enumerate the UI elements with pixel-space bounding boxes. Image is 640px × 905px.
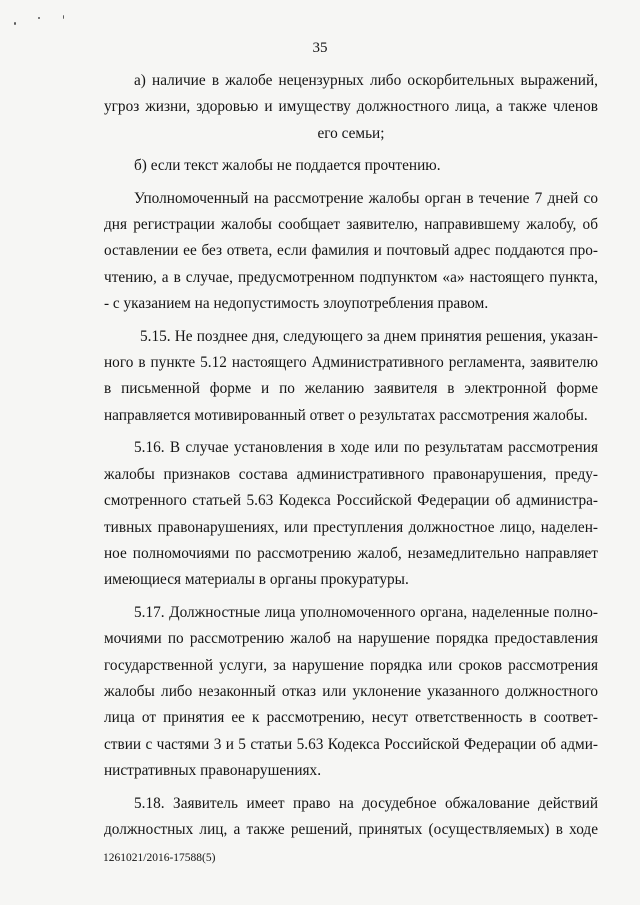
text-line: жалобы признаков состава административного правонарушения, преду-: [104, 465, 598, 483]
paragraph: [104, 186, 598, 318]
paragraph: [104, 600, 598, 785]
text-line: смотренного статьей 5.63 Кодекса Российской Федерации об администра-: [104, 492, 598, 510]
text-line: ствии с частями 3 и 5 статьи 5.63 Кодекса Российской Федерации об адми-: [104, 735, 598, 753]
scan-speck: [63, 15, 64, 19]
text-line: тивных правонарушениях, или преступления должностное лицо, наделен-: [104, 518, 598, 536]
paragraph: [104, 324, 598, 430]
scan-speck: [38, 17, 40, 19]
text-line: его семьи;: [317, 124, 385, 142]
text-line: дня регистрации жалобы сообщает заявителю, направившему жалобу, об: [104, 216, 598, 234]
text-line: б) если текст жалобы не поддается прочтению.: [134, 157, 441, 175]
document-code: 1261021/2016-17588(5): [103, 852, 216, 864]
text-line: лица от принятия ее к рассмотрению, несут ответственность в соответ-: [104, 709, 598, 727]
text-line: ного в пункте 5.12 настоящего Административного регламента, заявителю: [104, 354, 598, 372]
text-line: направляется мотивированный ответ о результатах рассмотрения жалобы.: [104, 406, 588, 424]
text-line: а) наличие в жалобе нецензурных либо оскорбительных выражений,: [134, 72, 598, 89]
paragraph: [104, 68, 598, 147]
text-line: Уполномоченный на рассмотрение жалобы орган в течение 7 дней со: [134, 189, 598, 207]
paragraph: [104, 791, 598, 844]
document-body: [104, 68, 598, 843]
text-line: 5.17. Должностные лица уполномоченного органа, наделенные полно-: [134, 603, 598, 621]
text-line: ное полномочиями по рассмотрению жалоб, незамедлительно направляет: [104, 544, 598, 562]
paragraph: [104, 153, 598, 179]
text-line: 5.16. В случае установления в ходе или по результатам рассмотрения: [134, 439, 598, 457]
scan-speck: [14, 22, 16, 25]
text-line: 5.15. Не позднее дня, следующего за днем принятия решения, указан-: [140, 327, 598, 345]
text-line: мочиями по рассмотрению жалоб на нарушение порядка предоставления: [104, 630, 598, 648]
text-line: имеющиеся материалы в органы прокуратуры.: [104, 571, 409, 589]
page-number: 35: [312, 40, 328, 56]
text-line: угроз жизни, здоровью и имуществу должностного лица, а также членов: [104, 98, 598, 116]
text-line: нистративных правонарушениях.: [104, 762, 322, 780]
paragraph: [104, 435, 598, 593]
text-line: государственной услуги, за нарушение порядка или сроков рассмотрения: [104, 656, 598, 674]
text-line: в письменной форме и по желанию заявителя в электронной форме: [104, 380, 598, 398]
text-line: должностных лиц, а также решений, принятых (осуществляемых) в ходе: [104, 820, 598, 838]
text-line: - с указанием на недопустимость злоупотребления правом.: [104, 295, 489, 313]
text-line: чтению, а в случае, предусмотренном подпунктом «а» настоящего пункта,: [104, 268, 598, 286]
text-line: 5.18. Заявитель имеет право на досудебное обжалование действий: [134, 794, 598, 812]
text-line: оставлении ее без ответа, если фамилия и почтовый адрес поддаются про-: [104, 242, 598, 260]
text-line: жалобы либо незаконный отказ или уклонение указанного должностного: [104, 682, 598, 700]
